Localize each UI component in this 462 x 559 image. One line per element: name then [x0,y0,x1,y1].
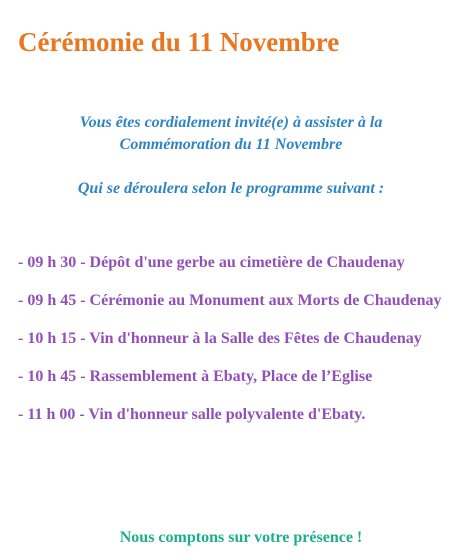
program-intro: Qui se déroulera selon le programme suivant : [77,180,385,197]
invitation-line: Vous êtes cordialement invité(e) à assister à la [79,114,383,131]
closing-message: Nous comptons sur votre présence ! [119,529,363,546]
program-item: - 10 h 45 - Rassemblement à Ebaty, Place de l’Eglise [18,368,373,385]
program-item: - 10 h 15 - Vin d'honneur à la Salle des Fêtes de Chaudenay [18,330,422,347]
page-title: Cérémonie du 11 Novembre [18,27,340,57]
program-list [18,252,460,442]
invitation-text [0,112,462,156]
invitation-line: Commémoration du 11 Novembre [119,136,343,153]
program-item: - 09 h 30 - Dépôt d'une gerbe au cimetière de Chaudenay [18,254,405,271]
program-item: - 11 h 00 - Vin d'honneur salle polyvalente d'Ebaty. [18,406,366,423]
program-item: - 09 h 45 - Cérémonie au Monument aux Morts de Chaudenay [18,292,442,309]
